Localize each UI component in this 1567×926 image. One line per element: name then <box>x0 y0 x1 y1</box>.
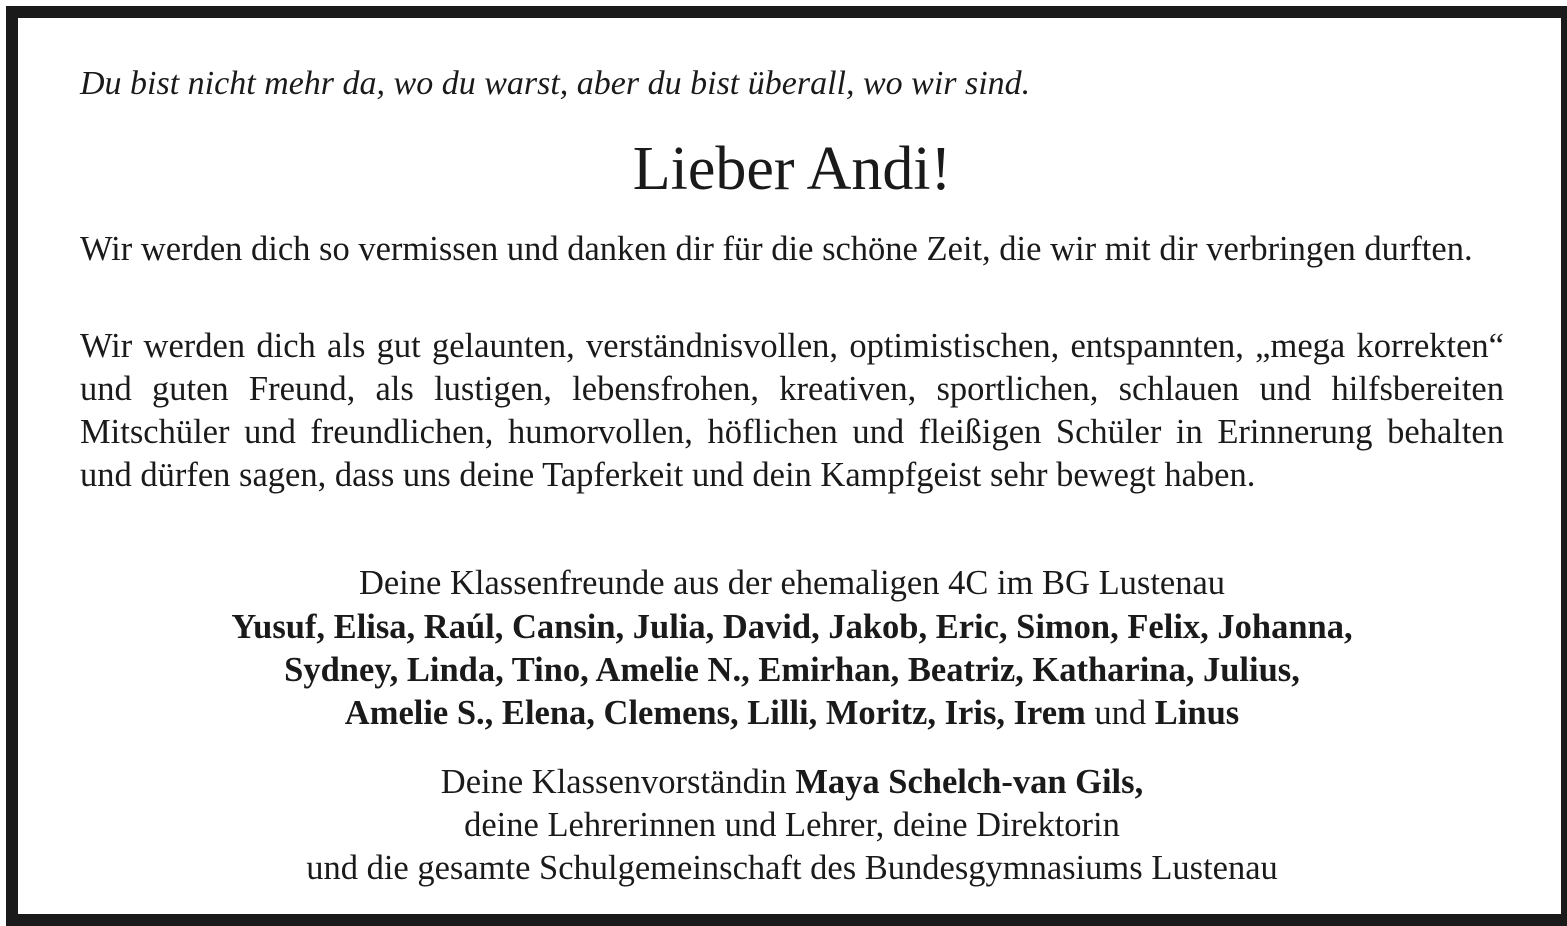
teacher-line-2: deine Lehrerinnen und Lehrer, deine Direktorin <box>464 806 1120 844</box>
names-line-2: Sydney, Linda, Tino, Amelie N., Emirhan, Beatriz, Katharina, Julius, <box>284 651 1300 689</box>
names-line-3 <box>80 692 1504 735</box>
teacher-line-1 <box>80 761 1504 804</box>
notice-title: Lieber Andi! <box>632 135 952 203</box>
names-line-3-bold: Amelie S., Elena, Clemens, Lilli, Moritz, Iris, Irem <box>344 694 1086 732</box>
names-line-3-and: und <box>1085 694 1155 732</box>
classmate-names <box>80 606 1504 735</box>
teacher-name: Maya Schelch-van Gils, <box>795 763 1144 801</box>
paragraph-1: Wir werden dich so vermissen und danken dir für die schöne Zeit, die wir mit dir verbringen durften. <box>80 230 1473 268</box>
teacher-prefix: Deine Klassenvorständin <box>440 763 796 801</box>
notice-frame <box>6 6 1567 926</box>
motto: Du bist nicht mehr da, wo du warst, aber du bist überall, wo wir sind. <box>80 65 1031 102</box>
names-line-3-last: Linus <box>1154 694 1240 732</box>
teacher-signature <box>80 761 1504 890</box>
names-line-1: Yusuf, Elisa, Raúl, Cansin, Julia, David, Jakob, Eric, Simon, Felix, Johanna, <box>231 608 1353 646</box>
teacher-line-3: und die gesamte Schulgemeinschaft des Bundesgymnasiums Lustenau <box>306 849 1278 887</box>
paragraph-2: Wir werden dich als gut gelaunten, verständnisvollen, optimistischen, entspannten, „mega korrekten“ und guten Freund, als lustigen, lebensfrohen, kreativen, sportlichen, schlauen und hilfsbereiten Mitschüler und freundlichen, humorvollen, höflichen und fleißigen Schüler in Erinnerung behalten und dürfen sagen, dass uns deine Tapferkeit und dein Kampfgeist sehr bewegt haben. <box>80 327 1504 494</box>
signature-intro: Deine Klassenfreunde aus der ehemaligen 4C im BG Lustenau <box>358 564 1226 602</box>
